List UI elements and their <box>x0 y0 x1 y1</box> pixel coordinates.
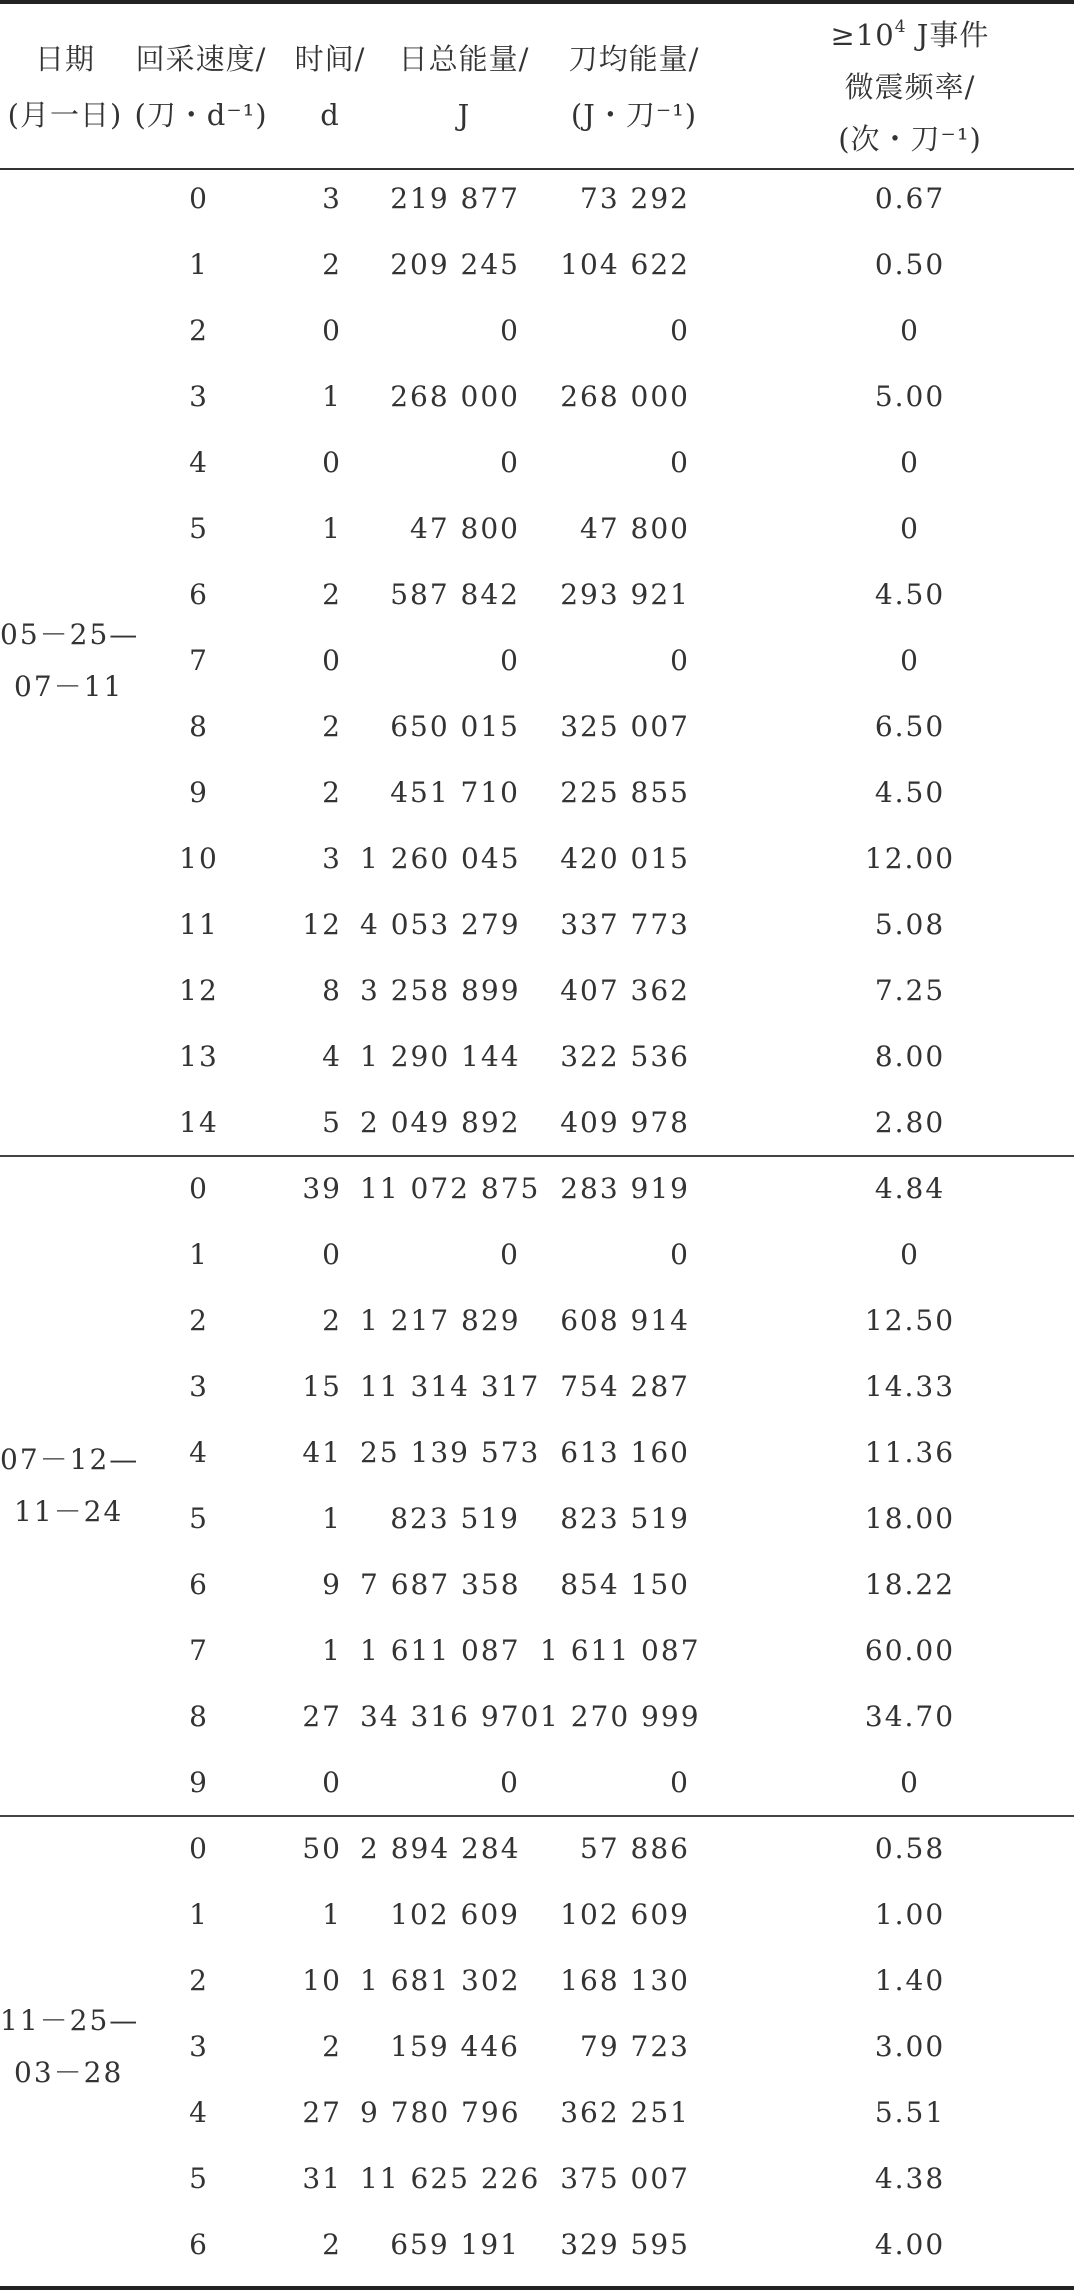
header-energy <box>384 8 544 166</box>
cell-speed: 5 <box>189 1502 209 1535</box>
cell-avg: 608 914 <box>560 1304 690 1337</box>
cell-freq: 0.50 <box>874 248 946 281</box>
date-range-end: 07－11 <box>14 670 124 703</box>
cell-avg: 73 292 <box>580 182 690 215</box>
cell-energy: 650 015 <box>390 710 520 743</box>
cell-days: 2 <box>322 776 342 809</box>
table-row <box>0 298 1074 364</box>
table-row <box>0 2080 1074 2146</box>
cell-freq: 3.00 <box>874 2030 946 2063</box>
cell-avg: 293 921 <box>560 578 690 611</box>
cell-freq: 4.84 <box>874 1172 946 1205</box>
cell-avg: 104 622 <box>560 248 690 281</box>
cell-freq: 11.36 <box>864 1436 956 1469</box>
table-row <box>0 166 1074 232</box>
cell-days: 5 <box>322 1106 342 1139</box>
header-freq-exponent: 4 <box>894 17 907 37</box>
header-speed <box>126 8 276 166</box>
cell-energy: 2 049 892 <box>360 1106 521 1139</box>
cell-days: 8 <box>322 974 342 1007</box>
header-days <box>282 8 378 166</box>
table-row <box>0 232 1074 298</box>
cell-days: 4 <box>322 1040 342 1073</box>
cell-energy: 659 191 <box>390 2228 520 2261</box>
cell-avg: 407 362 <box>560 974 690 1007</box>
header-speed-unit: (刀・d⁻¹) <box>134 98 268 132</box>
cell-days: 2 <box>322 578 342 611</box>
cell-days: 2 <box>322 1304 342 1337</box>
cell-avg: 47 800 <box>580 512 690 545</box>
cell-energy: 219 877 <box>390 182 520 215</box>
cell-energy: 0 <box>500 1766 520 1799</box>
cell-days: 15 <box>302 1370 342 1403</box>
cell-energy: 0 <box>500 314 520 347</box>
cell-speed: 10 <box>179 842 219 875</box>
cell-speed: 5 <box>189 2162 209 2195</box>
cell-speed: 11 <box>179 908 219 941</box>
header-date-unit: (月一日) <box>7 98 123 132</box>
cell-energy: 0 <box>500 644 520 677</box>
cell-freq: 6.50 <box>874 710 946 743</box>
cell-energy: 587 842 <box>390 578 520 611</box>
header-speed-title: 回采速度/ <box>135 42 267 76</box>
cell-avg: 823 519 <box>560 1502 690 1535</box>
cell-speed: 6 <box>189 2228 209 2261</box>
table-row <box>0 892 1074 958</box>
cell-avg: 1 270 999 <box>540 1700 701 1733</box>
cell-speed: 2 <box>189 314 209 347</box>
cell-days: 1 <box>322 1898 342 1931</box>
cell-energy: 9 780 796 <box>360 2096 521 2129</box>
cell-speed: 13 <box>179 1040 219 1073</box>
cell-speed: 1 <box>189 1898 209 1931</box>
table-row <box>0 760 1074 826</box>
cell-days: 2 <box>322 2030 342 2063</box>
cell-days: 0 <box>322 644 342 677</box>
cell-avg: 325 007 <box>560 710 690 743</box>
cell-avg: 420 015 <box>560 842 690 875</box>
cell-freq: 14.33 <box>864 1370 956 1403</box>
table-row <box>0 1618 1074 1684</box>
cell-speed: 14 <box>179 1106 219 1139</box>
top-rule <box>0 0 1074 4</box>
cell-freq: 8.00 <box>874 1040 946 1073</box>
table-row <box>0 1090 1074 1156</box>
cell-avg: 0 <box>670 446 690 479</box>
header-energy-unit: J <box>457 98 471 132</box>
table-row <box>0 958 1074 1024</box>
cell-days: 1 <box>322 1502 342 1535</box>
cell-energy: 159 446 <box>390 2030 520 2063</box>
cell-days: 50 <box>302 1832 342 1865</box>
cell-freq: 12.00 <box>864 842 956 875</box>
header-avg <box>554 8 714 166</box>
table-row <box>0 496 1074 562</box>
cell-avg: 409 978 <box>560 1106 690 1139</box>
cell-speed: 9 <box>189 776 209 809</box>
cell-energy: 11 314 317 <box>360 1370 541 1403</box>
cell-freq: 0 <box>900 512 920 545</box>
cell-speed: 0 <box>189 182 209 215</box>
date-range-label <box>0 609 140 713</box>
date-range-end: 11－24 <box>14 1495 124 1528</box>
cell-freq: 4.38 <box>874 2162 946 2195</box>
cell-speed: 12 <box>179 974 219 1007</box>
cell-days: 1 <box>322 1634 342 1667</box>
cell-avg: 79 723 <box>580 2030 690 2063</box>
date-range-start: 07－12— <box>0 1443 140 1476</box>
table-row <box>0 430 1074 496</box>
header-days-unit: d <box>320 98 340 132</box>
cell-days: 2 <box>322 248 342 281</box>
cell-freq: 12.50 <box>864 1304 956 1337</box>
header-days-title: 时间/ <box>294 42 366 76</box>
header-freq-prefix: ≥10 <box>830 18 895 52</box>
cell-avg: 168 130 <box>560 1964 690 1997</box>
cell-avg: 0 <box>670 314 690 347</box>
table-row <box>0 562 1074 628</box>
cell-days: 3 <box>322 182 342 215</box>
table-row <box>0 2146 1074 2212</box>
cell-freq: 18.00 <box>864 1502 956 1535</box>
cell-energy: 11 072 875 <box>360 1172 541 1205</box>
cell-freq: 1.40 <box>874 1964 946 1997</box>
cell-freq: 0 <box>900 1766 920 1799</box>
cell-energy: 47 800 <box>410 512 520 545</box>
cell-freq: 7.25 <box>874 974 946 1007</box>
cell-days: 1 <box>322 380 342 413</box>
cell-avg: 0 <box>670 1766 690 1799</box>
cell-energy: 1 611 087 <box>360 1634 521 1667</box>
cell-avg: 57 886 <box>580 1832 690 1865</box>
header-avg-unit: (J・刀⁻¹) <box>570 98 698 132</box>
header-freq-title <box>831 9 990 61</box>
table-row <box>0 364 1074 430</box>
cell-energy: 0 <box>500 446 520 479</box>
cell-energy: 1 217 829 <box>360 1304 521 1337</box>
table-row <box>0 826 1074 892</box>
cell-days: 0 <box>322 1766 342 1799</box>
date-range-label <box>0 1434 140 1538</box>
cell-freq: 60.00 <box>864 1634 956 1667</box>
cell-energy: 3 258 899 <box>360 974 521 1007</box>
cell-speed: 4 <box>189 446 209 479</box>
cell-freq: 0.58 <box>874 1832 946 1865</box>
table-row <box>0 2014 1074 2080</box>
cell-speed: 0 <box>189 1832 209 1865</box>
cell-freq: 4.00 <box>874 2228 946 2261</box>
cell-speed: 1 <box>189 1238 209 1271</box>
cell-speed: 7 <box>189 1634 209 1667</box>
cell-energy: 1 290 144 <box>360 1040 521 1073</box>
cell-energy: 25 139 573 <box>360 1436 541 1469</box>
cell-speed: 8 <box>189 1700 209 1733</box>
cell-avg: 754 287 <box>560 1370 690 1403</box>
cell-days: 3 <box>322 842 342 875</box>
cell-freq: 0 <box>900 1238 920 1271</box>
cell-days: 31 <box>302 2162 342 2195</box>
cell-speed: 5 <box>189 512 209 545</box>
cell-days: 1 <box>322 512 342 545</box>
cell-speed: 6 <box>189 578 209 611</box>
cell-avg: 375 007 <box>560 2162 690 2195</box>
table-row <box>0 1684 1074 1750</box>
cell-avg: 225 855 <box>560 776 690 809</box>
table-row <box>0 1024 1074 1090</box>
cell-avg: 329 595 <box>560 2228 690 2261</box>
table-row <box>0 694 1074 760</box>
header-freq-unit: (次・刀⁻¹) <box>838 122 982 156</box>
cell-days: 0 <box>322 314 342 347</box>
cell-speed: 4 <box>189 1436 209 1469</box>
cell-avg: 854 150 <box>560 1568 690 1601</box>
cell-days: 27 <box>302 2096 342 2129</box>
cell-avg: 362 251 <box>560 2096 690 2129</box>
cell-freq: 34.70 <box>864 1700 956 1733</box>
cell-days: 2 <box>322 710 342 743</box>
table-row <box>0 628 1074 694</box>
cell-speed: 3 <box>189 2030 209 2063</box>
header-freq-suffix: J事件 <box>906 18 990 52</box>
cell-avg: 613 160 <box>560 1436 690 1469</box>
cell-avg: 268 000 <box>560 380 690 413</box>
header-freq <box>800 8 1020 166</box>
cell-days: 2 <box>322 2228 342 2261</box>
cell-energy: 1 681 302 <box>360 1964 521 1997</box>
cell-days: 27 <box>302 1700 342 1733</box>
table-row <box>0 1222 1074 1288</box>
cell-days: 10 <box>302 1964 342 1997</box>
cell-freq: 18.22 <box>864 1568 956 1601</box>
date-range-start: 05－25— <box>0 618 140 651</box>
cell-energy: 451 710 <box>390 776 520 809</box>
cell-freq: 0 <box>900 644 920 677</box>
header-date <box>0 8 130 166</box>
cell-speed: 1 <box>189 248 209 281</box>
cell-freq: 5.08 <box>874 908 946 941</box>
cell-freq: 2.80 <box>874 1106 946 1139</box>
table-row <box>0 1816 1074 1882</box>
cell-avg: 283 919 <box>560 1172 690 1205</box>
cell-speed: 8 <box>189 710 209 743</box>
table-row <box>0 2212 1074 2278</box>
date-range-start: 11－25— <box>0 2004 140 2037</box>
cell-avg: 1 611 087 <box>540 1634 701 1667</box>
table-row <box>0 1420 1074 1486</box>
table-row <box>0 1156 1074 1222</box>
cell-freq: 1.00 <box>874 1898 946 1931</box>
cell-freq: 5.51 <box>874 2096 946 2129</box>
cell-avg: 0 <box>670 644 690 677</box>
cell-speed: 3 <box>189 1370 209 1403</box>
cell-energy: 11 625 226 <box>360 2162 541 2195</box>
cell-energy: 268 000 <box>390 380 520 413</box>
header-freq-name: 微震频率/ <box>844 70 976 104</box>
cell-energy: 102 609 <box>390 1898 520 1931</box>
header-avg-title: 刀均能量/ <box>568 42 700 76</box>
cell-days: 9 <box>322 1568 342 1601</box>
cell-freq: 0 <box>900 314 920 347</box>
cell-energy: 1 260 045 <box>360 842 521 875</box>
cell-avg: 0 <box>670 1238 690 1271</box>
table-row <box>0 1552 1074 1618</box>
cell-energy: 4 053 279 <box>360 908 521 941</box>
bottom-rule <box>0 2286 1074 2290</box>
cell-speed: 4 <box>189 2096 209 2129</box>
cell-speed: 0 <box>189 1172 209 1205</box>
cell-speed: 2 <box>189 1304 209 1337</box>
cell-freq: 4.50 <box>874 776 946 809</box>
header-date-title: 日期 <box>34 42 95 76</box>
cell-energy: 823 519 <box>390 1502 520 1535</box>
cell-days: 0 <box>322 446 342 479</box>
cell-avg: 337 773 <box>560 908 690 941</box>
cell-freq: 0 <box>900 446 920 479</box>
table-row <box>0 1750 1074 1816</box>
cell-speed: 6 <box>189 1568 209 1601</box>
cell-freq: 5.00 <box>874 380 946 413</box>
cell-speed: 9 <box>189 1766 209 1799</box>
cell-speed: 7 <box>189 644 209 677</box>
cell-days: 41 <box>302 1436 342 1469</box>
cell-energy: 7 687 358 <box>360 1568 521 1601</box>
date-range-end: 03－28 <box>14 2056 124 2089</box>
table-row <box>0 1288 1074 1354</box>
cell-speed: 3 <box>189 380 209 413</box>
cell-energy: 209 245 <box>390 248 520 281</box>
cell-energy: 2 894 284 <box>360 1832 521 1865</box>
header-energy-title: 日总能量/ <box>398 42 530 76</box>
table-row <box>0 1948 1074 2014</box>
cell-days: 39 <box>302 1172 342 1205</box>
table-row <box>0 1354 1074 1420</box>
cell-freq: 0.67 <box>874 182 946 215</box>
cell-avg: 102 609 <box>560 1898 690 1931</box>
date-range-label <box>0 1995 140 2099</box>
table-row <box>0 1882 1074 1948</box>
cell-energy: 0 <box>500 1238 520 1271</box>
cell-days: 0 <box>322 1238 342 1271</box>
cell-energy: 34 316 970 <box>360 1700 541 1733</box>
cell-avg: 322 536 <box>560 1040 690 1073</box>
cell-speed: 2 <box>189 1964 209 1997</box>
cell-freq: 4.50 <box>874 578 946 611</box>
cell-days: 12 <box>302 908 342 941</box>
table-row <box>0 1486 1074 1552</box>
